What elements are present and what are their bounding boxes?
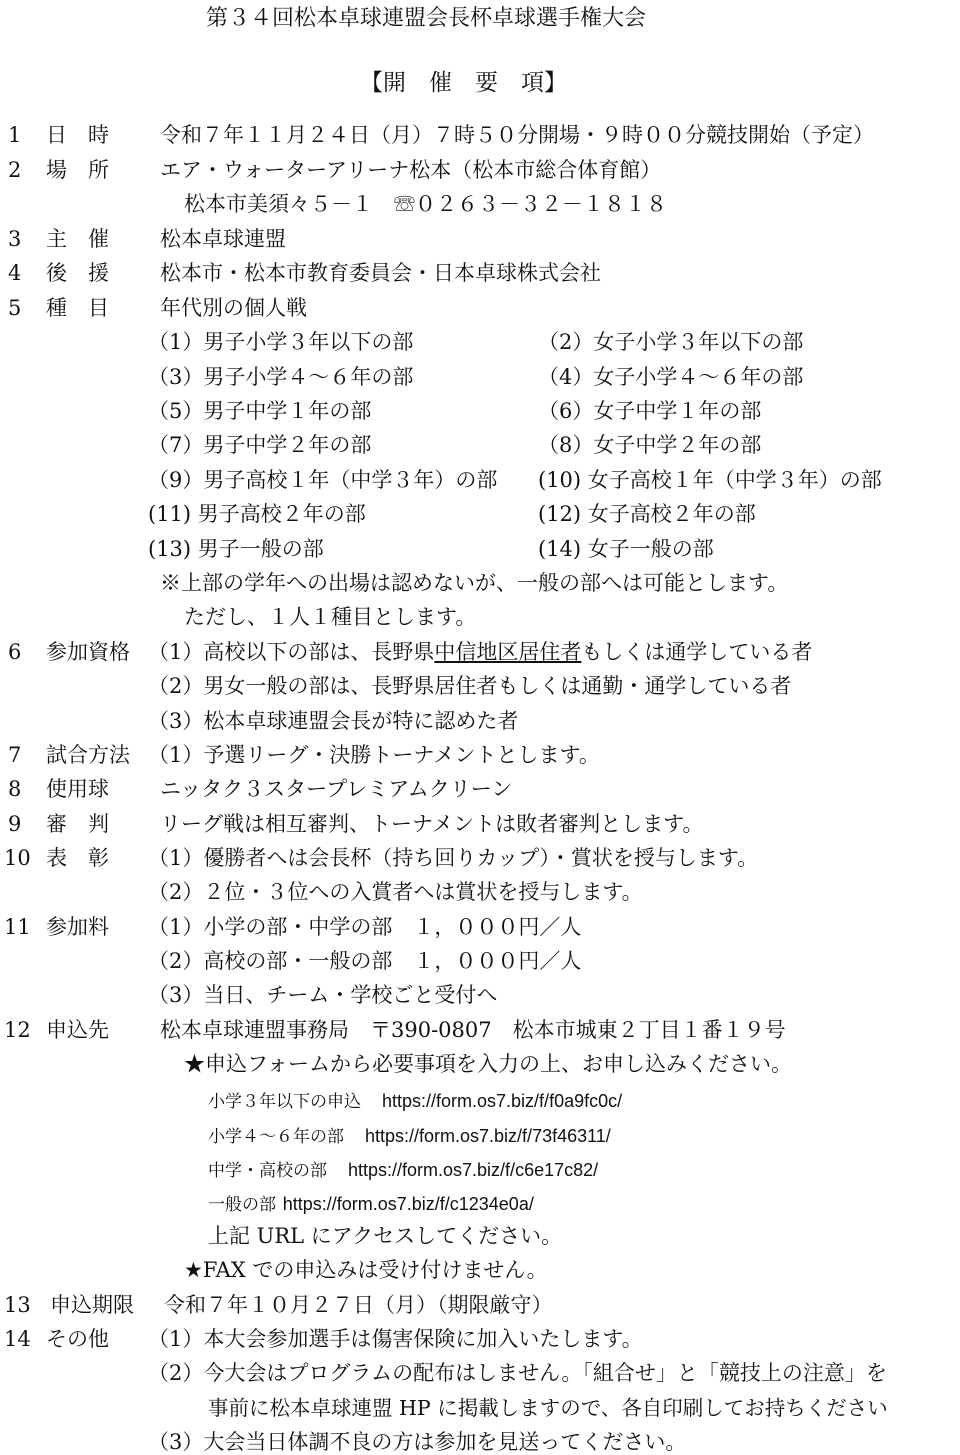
other-item: （2）今大会はプログラムの配布はしません。「組合せ」と「競技上の注意」を [148,1361,887,1385]
item-number: 14 [4,1327,31,1351]
awards-item: （2）２位・３位への入賞者へは賞状を授与します。 [148,880,643,904]
fee-item: （2）高校の部・一般の部 １，０００円／人 [148,949,582,973]
item-number: 9 [8,812,22,836]
form-label: 小学４～６年の部 [208,1127,344,1147]
item-label-eligibility: 参加資格 [46,640,130,664]
event-item: （6）女子中学１年の部 [538,399,762,423]
form-note: ★申込フォームから必要事項を入力の上、お申し込みください。 [184,1052,792,1076]
venue-address: 松本市美須々５－１ ☏０２６３－３２－１８１８ [184,192,667,216]
other-item: （3）大会当日体調不良の方は参加を見送ってください。 [148,1430,687,1454]
form-row [208,1190,534,1218]
item-label-datetime: 日 時 [46,123,109,147]
item-number: 5 [8,296,22,320]
event-item: （1）男子小学３年以下の部 [148,330,414,354]
event-item: （5）男子中学１年の部 [148,399,372,423]
form-label: 一般の部 [208,1195,276,1215]
item-number: 7 [8,743,22,767]
eligibility-item: （3）松本卓球連盟会長が特に認めた者 [148,709,519,733]
organizer-text: 松本卓球連盟 [160,227,286,251]
form-url-link[interactable]: https://form.os7.biz/f/f0a9fc0c/ [382,1091,623,1111]
event-item: （9）男子高校１年（中学３年）の部 [148,468,498,492]
item-label-awards: 表 彰 [46,846,109,870]
event-item: （8）女子中学２年の部 [538,433,762,457]
item-number: 10 [4,846,31,870]
item-number: 13 [4,1293,31,1317]
venue-text: エア・ウォーターアリーナ松本（松本市総合体育館） [160,158,662,182]
item-number: 1 [8,123,22,147]
events-text: 年代別の個人戦 [160,296,307,320]
item-number: 4 [8,261,22,285]
item-label-other: その他 [46,1327,109,1351]
event-item: （3）男子小学４～６年の部 [148,365,414,389]
umpire-text: リーグ戦は相互審判、トーナメントは敗者審判とします。 [160,812,704,836]
item-label-organizer: 主 催 [46,227,109,251]
form-label: 中学・高校の部 [208,1161,327,1181]
events-note: ※上部の学年への出場は認めないが、一般の部へは可能とします。 [160,571,789,595]
form-row [208,1122,611,1150]
other-item: （1）本大会参加選手は傷害保険に加入いたします。 [148,1327,643,1351]
form-row [208,1156,598,1184]
fee-item: （3）当日、チーム・学校ごと受付へ [148,983,498,1007]
other-item-continued: 事前に松本卓球連盟 HP に掲載しますので、各自印刷してお持ちください [208,1396,888,1420]
item-label-umpire: 審 判 [46,812,109,836]
item-label-fee: 参加料 [46,915,109,939]
ball-text: ニッタク３スタープレミアムクリーン [160,777,513,801]
eligibility-underlined: 中信地区居住者 [434,640,582,664]
event-item: (10) 女子高校１年（中学３年）の部 [538,468,882,492]
datetime-text: 令和７年１１月２４日（月）７時５０分開場・９時００分競技開始（予定） [160,123,874,147]
item-label-deadline: 申込期限 [50,1293,134,1317]
format-text: （1）予選リーグ・決勝トーナメントとします。 [148,743,600,767]
item-number: 6 [8,640,22,664]
deadline-text: 令和７年１０月２７日（月）（期限厳守） [164,1293,553,1317]
item-label-sponsor: 後 援 [46,261,109,285]
event-item: （7）男子中学２年の部 [148,433,372,457]
item-label-format: 試合方法 [46,743,130,767]
item-number: 2 [8,158,22,182]
eligibility-item: （2）男女一般の部は、長野県居住者もしくは通勤・通学している者 [148,674,792,698]
form-url-link[interactable]: https://form.os7.biz/f/73f46311/ [365,1126,611,1146]
awards-item: （1）優勝者へは会長杯（持ち回りカップ）・賞状を授与します。 [148,846,759,870]
item-label-application: 申込先 [46,1018,109,1042]
event-item: （4）女子小学４～６年の部 [538,365,804,389]
form-url-link[interactable]: https://form.os7.biz/f/c6e17c82/ [348,1160,599,1180]
event-item: (13) 男子一般の部 [148,537,324,561]
application-address: 松本卓球連盟事務局 〒390-0807 松本市城東２丁目１番１９号 [160,1018,786,1042]
event-item: （2）女子小学３年以下の部 [538,330,804,354]
section-heading: 【開 催 要 項】 [360,70,567,96]
document-title: 第３４回松本卓球連盟会長杯卓球選手権大会 [206,6,647,31]
event-item: (12) 女子高校２年の部 [538,502,756,526]
item-number: 11 [4,915,31,939]
item-label-venue: 場 所 [46,158,109,182]
form-url-link[interactable]: https://form.os7.biz/f/c1234e0a/ [282,1194,534,1214]
eligibility-item [148,639,812,665]
fax-note: ★FAX での申込みは受け付けません。 [184,1258,548,1282]
item-number: 3 [8,227,22,251]
form-label: 小学３年以下の申込 [208,1092,361,1112]
eligibility-text: もしくは通学している者 [581,640,813,664]
event-item: (11) 男子高校２年の部 [148,502,366,526]
eligibility-text: （1）高校以下の部は、長野県 [148,640,435,664]
item-number: 8 [8,777,22,801]
item-label-ball: 使用球 [46,777,109,801]
events-note: ただし、１人１種目とします。 [184,605,477,629]
event-item: (14) 女子一般の部 [538,537,714,561]
fee-item: （1）小学の部・中学の部 １，０００円／人 [148,915,582,939]
item-label-events: 種 目 [46,296,109,320]
access-note: 上記 URL にアクセスしてください。 [208,1224,563,1248]
item-number: 12 [4,1018,31,1042]
sponsor-text: 松本市・松本市教育委員会・日本卓球株式会社 [160,261,601,285]
form-row [208,1087,622,1115]
